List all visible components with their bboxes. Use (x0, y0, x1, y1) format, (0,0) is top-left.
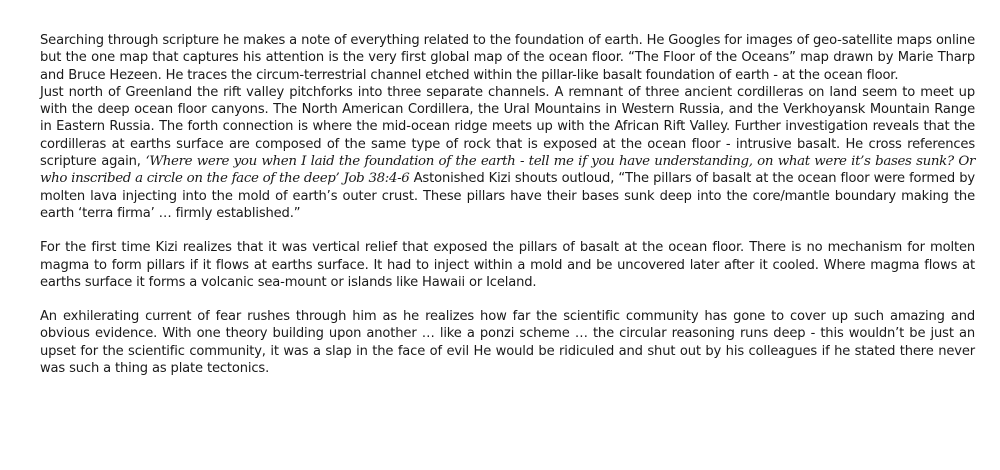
paragraph-map-search: Searching through scripture he makes a note of everything related to the foundation of earth. He Googles for images of geo-satellite maps online but the one map that captures his attention is the very first global map of the ocean floor. “The Floor of the Oceans” map drawn by Marie Tharp and Bruce Hezeen. He traces the circum-terrestrial channel etched within the pillar-like basalt foundation of earth - at the ocean floor. (40, 33, 975, 83)
paragraph-rift-valley (40, 84, 975, 222)
rift-valley-text: Just north of Greenland the rift valley pitchforks into three separate channels. A remnant of three ancient cordilleras on land seem to meet up with the deep ocean floor canyons. The North American Cordillera, the Ural Mountains in Western Russia, and the Verkhoyansk Mountain Range in Eastern Russia. The forth connection is where the mid-ocean ridge meets up with the African Rift Valley. Further investigation reveals that the cordilleras at earths surface are composed of the same type of rock that is exposed at the ocean floor - intrusive basalt. He cross references scripture again, (40, 84, 975, 170)
document-body (40, 32, 975, 377)
kizi-shout-text: Astonished Kizi shouts outloud, “The pillars of basalt at the ocean floor were formed by molten lava injecting into the mold of earth’s outer crust. These pillars have their bases sunk deep into the core/mantle boundary making the earth ‘terra firma’ … firmly established.” (40, 171, 975, 221)
scripture-quote: ‘Where were you when I laid the foundation of the earth - tell me if you have understanding, on what were it’s bases sunk? Or who inscribed a circle on the face of the deep’ Job 38:4-6 (40, 154, 976, 187)
paragraph-vertical-relief: For the first time Kizi realizes that it was vertical relief that exposed the pillars of basalt at the ocean floor. There is no mechanism for molten magma to form pillars if it flows at earths surface. It had to inject within a mold and be uncovered later after it cooled. Where magma flows at earths surface it forms a volcanic sea-mount or islands like Hawaii or Iceland. (40, 240, 975, 290)
paragraph-fear: An exhilerating current of fear rushes through him as he realizes how far the scientific community has gone to cover up such amazing and obvious evidence. With one theory building upon another … like a ponzi scheme … the circular reasoning runs deep - this wouldn’t be just an upset for the scientific community, it was a slap in the face of evil He would be ridiculed and shut out by his colleagues if he stated there never was such a thing as plate tectonics. (40, 309, 975, 377)
